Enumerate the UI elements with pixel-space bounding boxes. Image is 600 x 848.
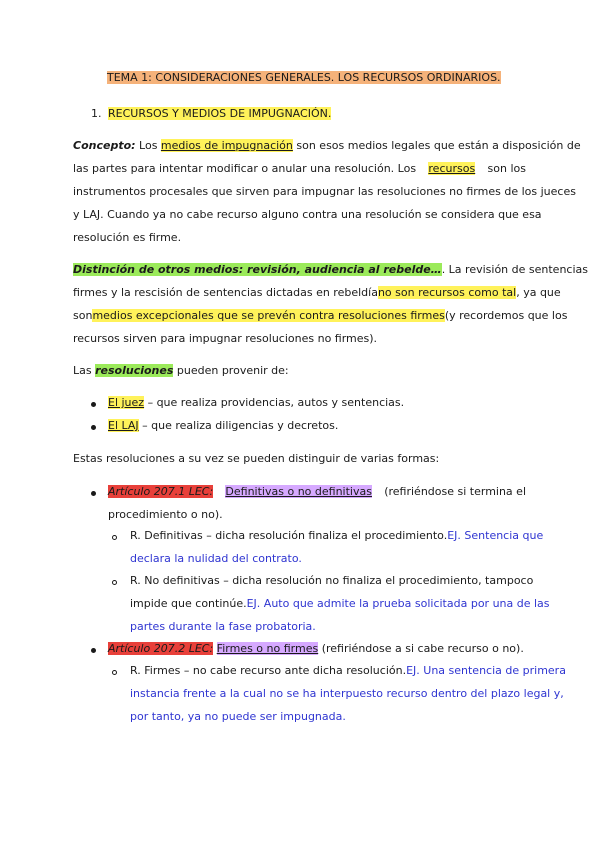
section-number: 1. [91,107,102,120]
resoluciones-intro [73,364,289,377]
resoluciones-term: resoluciones [95,364,174,377]
no-definitivas-line-1: R. No definitivas – dicha resolución no finaliza el procedimiento, tampoco [130,574,534,587]
art-207-1-line-2: procedimiento o no). [108,508,223,521]
distincion-label: Distinción de otros medios: revisión, audiencia al rebelde… [73,263,442,276]
document-title [107,71,501,84]
firmes-line-1 [130,664,566,677]
list-item-juez [108,396,404,409]
concepto-line-5: resolución es firme. [73,231,182,244]
no-definitivas-line-3: partes durante la fase probatoria. [130,620,316,633]
firmes-line-2: instancia frente a la cual no se ha interpuesto recurso dentro del plazo legal y, [130,687,564,700]
distincion-line-3 [73,309,568,322]
firmes-line-3: por tanto, ya no puede ser impugnada. [130,710,346,723]
definitivas-term: Definitivas o no definitivas [225,485,372,498]
section-heading-text: RECURSOS Y MEDIOS DE IMPUGNACIÓN. [108,107,332,120]
laj-term: El LAJ [108,419,139,432]
resoluciones-text-1: Las [73,364,96,377]
distincion-text-5: (y recordemos que los [444,309,568,322]
concepto-text-1: Los [135,139,161,152]
distincion-line-1 [73,263,588,276]
firmes-text: R. Firmes – no cabe recurso ante dicha resolución. [130,664,407,677]
concepto-text-3: las partes para intentar modificar o anular una resolución. Los [73,162,417,175]
art-207-1-label: Artículo 207.1 LEC: [108,485,214,498]
distincion-line-4: recursos sirven para impugnar resoluciones no firmes). [73,332,378,345]
bullet-ring [112,580,117,585]
bullet-dot [91,402,96,407]
art-207-1-rest: (refiriéndose si termina el [384,485,526,498]
juez-term: El juez [108,396,145,409]
no-definitivas-text: impide que continúe. [130,597,247,610]
distincion-text-2: firmes y la rescisión de sentencias dictadas en rebeldía [73,286,378,299]
distincion-text-4: son [73,309,93,322]
art-207-2-rest: (refiriéndose a si cabe recurso o no). [318,642,524,655]
concepto-line-2 [73,162,526,175]
medios-impugnacion-term: medios de impugnación [160,139,293,152]
medios-excepcionales-highlight: medios excepcionales que se prevén contra resoluciones firmes [92,309,445,322]
firmes-example-1: EJ. Una sentencia de primera [406,664,566,677]
laj-description: – que realiza diligencias y decretos. [138,419,339,432]
firmes-term: Firmes o no firmes [216,642,319,655]
art-207-1-line-1 [108,485,526,498]
art-207-2-label: Artículo 207.2 LEC: [108,642,214,655]
concepto-text-2: son esos medios legales que están a disposición de [292,139,581,152]
concepto-line-3: instrumentos procesales que sirven para impugnar las resoluciones no firmes de los jueces [73,185,576,198]
juez-description: – que realiza providencias, autos y sentencias. [144,396,405,409]
title-highlight: TEMA 1: CONSIDERACIONES GENERALES. LOS RECURSOS ORDINARIOS. [107,71,501,84]
bullet-ring [112,535,117,540]
concepto-text-4: son los [487,162,526,175]
distincion-text-1: . La revisión de sentencias [441,263,588,276]
definitivas-line-2: declara la nulidad del contrato. [130,552,302,565]
formas-intro: Estas resoluciones a su vez se pueden distinguir de varias formas: [73,452,440,465]
recursos-term: recursos [428,162,476,175]
definitivas-example-1: EJ. Sentencia que [447,529,544,542]
section-heading [108,107,331,120]
no-son-recursos-highlight: no son recursos como tal [377,286,517,299]
bullet-ring [112,670,117,675]
definitivas-text: R. Definitivas – dicha resolución finaliza el procedimiento. [130,529,448,542]
bullet-dot [91,648,96,653]
art-207-2-line-1 [108,642,524,655]
bullet-dot [91,425,96,430]
no-definitivas-line-2 [130,597,550,610]
list-item-laj [108,419,338,432]
no-definitivas-example-1: EJ. Auto que admite la prueba solicitada por una de las [246,597,550,610]
distincion-line-2 [73,286,561,299]
definitivas-line-1 [130,529,544,542]
concepto-label: Concepto: [73,139,136,152]
concepto-line-1 [73,139,581,152]
resoluciones-text-2: pueden provenir de: [173,364,289,377]
distincion-text-3: , ya que [516,286,561,299]
concepto-line-4: y LAJ. Cuando ya no cabe recurso alguno contra una resolución se considera que esa [73,208,542,221]
bullet-dot [91,491,96,496]
